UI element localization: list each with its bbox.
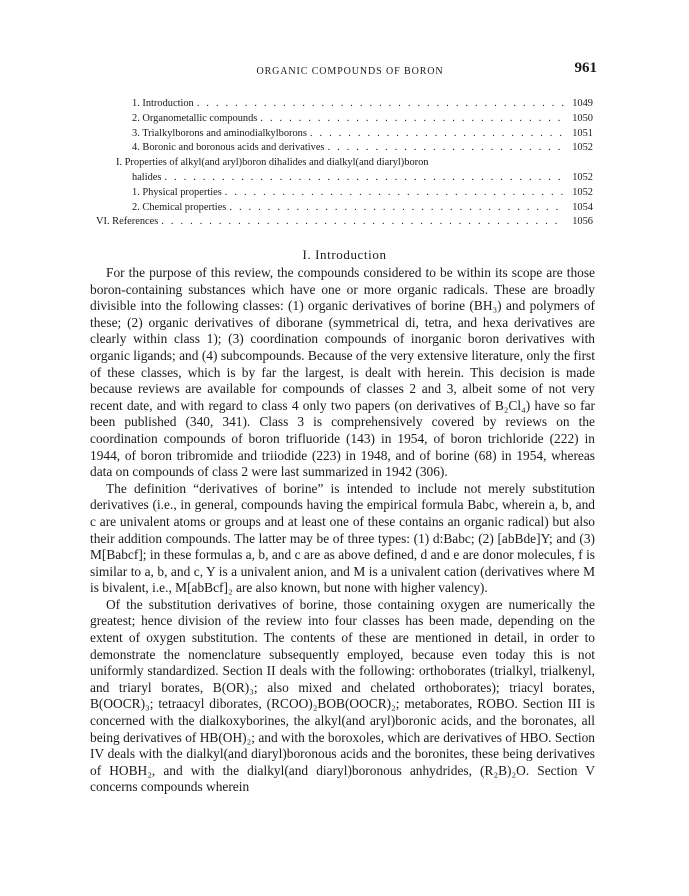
toc-leader-dots [229, 202, 564, 213]
toc-entry [96, 202, 593, 217]
toc-entry-title: 4. Boronic and boronous acids and derivatives [132, 142, 325, 154]
toc-entry-page: 1052 [572, 186, 593, 198]
toc-entry-title: 1. Introduction [132, 98, 194, 109]
toc-leader-dots [161, 216, 564, 227]
page-number: 961 [574, 60, 597, 76]
toc-leader-dots [327, 142, 564, 153]
paragraph: Of the substitution derivatives of borine, those containing oxygen are numerically the greatest; hence division of the review into four classes has been made, depending on the extent of oxygen substitution. The contents of these are mentioned in detail, in order to demonstrate the nomenclature subsequently employed, because even today this is not uniformly standardized. Section II deals with the following: orthoborates (trialkyl, trialkenyl, and triaryl borates, B(OR)₃; also mixed and chelated orthoborates); triacyl borates, B(OOCR)₃; tetraacyl diborates, (RCOO)₂BOB(OOCR)₂; metaborates, ROBO. Section III is concerned with the dialkoxyborines, the alkyl(and aryl)boronic acids, and the boronates, all being derivatives of HB(OH)₂; and with the boroxoles, which are derivatives of HBO. Section IV deals with the dialkyl(and diaryl)boronous acids and the boronites, these being derivatives of HOBH₂, and with the dialkyl(and diaryl)boronous anhydrides, (R₂B)₂O. Section V concerns compounds wherein [90, 596, 595, 795]
toc-entry-title: halides [132, 171, 162, 183]
running-title: ORGANIC COMPOUNDS OF BORON [256, 66, 444, 77]
toc-leader-dots [164, 172, 564, 183]
toc-entry-page: 1056 [572, 216, 593, 228]
section-heading: I. Introduction [302, 247, 387, 262]
toc-entry-title: VI. References [96, 216, 159, 228]
table-of-contents [96, 98, 593, 231]
toc-leader-dots [225, 187, 564, 198]
paragraph: For the purpose of this review, the compounds considered to be within its scope are those boron-containing substances which have one or more organic radicals. These are broadly divisible into the following classes: (1) organic derivatives of borine (BH₃) and polymers of these; (2) organic derivatives of diborane (symmetrical di, tetra, and hexa derivatives are clearly within class 1); (3) coordination compounds of inorganic boron derivatives with organic ligands; and (4) subcompounds. Because of the very extensive literature, only the first of these classes, which is by far the largest, is dealt with herein. This decision is made because reviews are available for compounds of classes 2 and 3, albeit some of not very recent date, and with regard to class 4 only two papers (on derivatives of B₂Cl₄) have so far been published (340, 341). Class 3 is comprehensively covered by reviews on the coordination compounds of boron trifluoride (143) in 1954, of boron trichloride (222) in 1944, of boron tribromide and triiodide (223) in 1948, and of borine (68) in 1954, whereas data on compounds of class 2 were last summarized in 1942 (306). [90, 265, 595, 480]
toc-entry-page: 1049 [572, 98, 593, 109]
toc-leader-dots [260, 113, 564, 124]
toc-entry-page: 1051 [572, 127, 593, 139]
toc-entry-page: 1054 [572, 201, 593, 213]
toc-entry-title: 1. Physical properties [132, 186, 222, 198]
toc-leader-dots [197, 98, 564, 109]
toc-entry-page: 1052 [572, 142, 593, 154]
toc-entry-page: 1050 [572, 112, 593, 124]
toc-entry [96, 187, 593, 202]
toc-entry-page: 1052 [572, 171, 593, 183]
toc-entry-title: I. Properties of alkyl(and aryl)boron dihalides and dialkyl(and diaryl)boron [116, 157, 429, 169]
toc-entry [96, 98, 593, 113]
toc-entry-title: 2. Chemical properties [132, 201, 227, 213]
toc-entry-title: 2. Organometallic compounds [132, 112, 258, 124]
paragraph: The definition “derivatives of borine” is intended to include not merely substitution derivatives (i.e., in general, compounds having the empirical formula Babc, wherein a, b, and c are univalent atoms or groups and at least one of these contains an organic radical) but also their addition compounds. The latter may be of three types: (1) d:Babc; (2) [abBde]Y; and (3) M[Babcf]; in these formulas a, b, and c are as above defined, d and e are donor molecules, f is similar to a, b, and c, Y is a univalent anion, and M is a univalent cation (derivatives where M is bivalent, i.e., M[abBcf]₂ are also known, but none with higher valency). [90, 480, 595, 596]
toc-entry [96, 142, 593, 157]
toc-entry [96, 172, 593, 187]
toc-entry [96, 216, 593, 231]
body-text [90, 265, 595, 796]
toc-entry [96, 128, 593, 143]
toc-entry-title: 3. Trialkylborons and aminodialkylborons [132, 127, 307, 139]
toc-leader-dots [310, 128, 564, 139]
toc-entry [96, 113, 593, 128]
